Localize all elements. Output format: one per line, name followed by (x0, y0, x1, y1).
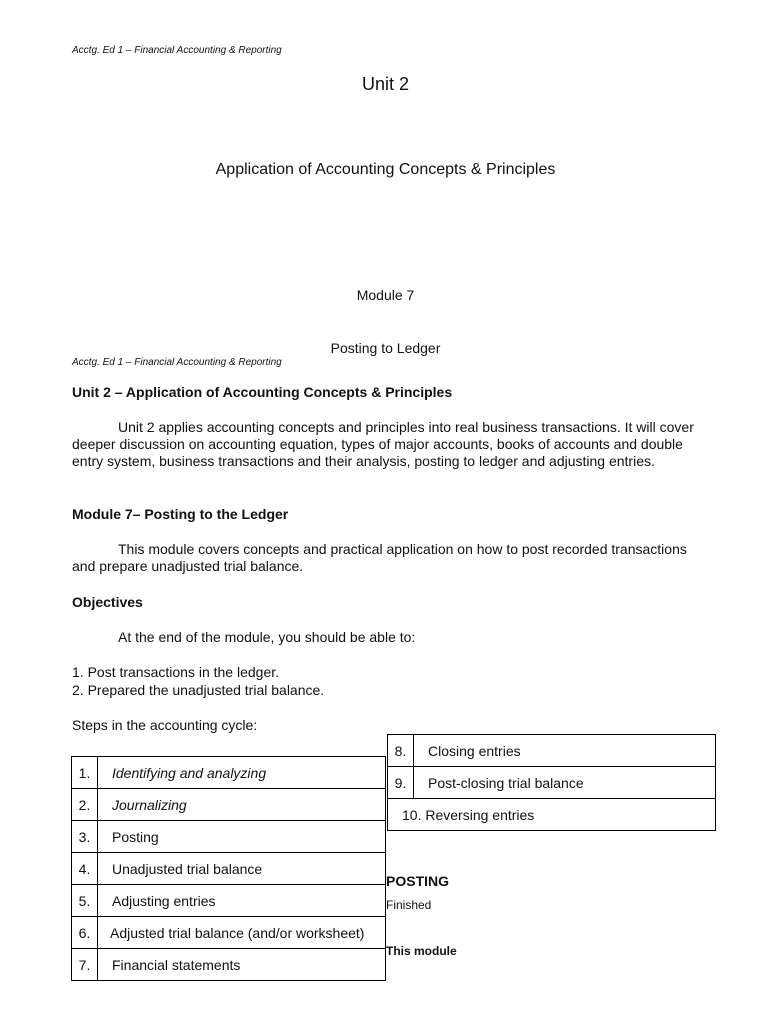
steps-table-left (71, 756, 386, 981)
step-label: Post-closing trial balance (414, 767, 716, 799)
objectives-intro: At the end of the module, you should be able to: (118, 629, 416, 645)
page-header-2: Acctg. Ed 1 – Financial Accounting & Reporting (72, 357, 282, 368)
module-heading: Module 7– Posting to the Ledger (72, 506, 289, 522)
unit-title: Unit 2 (361, 74, 410, 94)
step-label: Unadjusted trial balance (98, 853, 386, 885)
step-number: 3. (72, 821, 98, 853)
step-label-text: Reversing entries (425, 806, 535, 823)
unit-heading: Unit 2 – Application of Accounting Concepts & Principles (72, 384, 453, 400)
objective-item: 2. Prepared the unadjusted trial balance. (72, 682, 325, 698)
table-row (72, 757, 386, 789)
step-label: Identifying and analyzing (98, 757, 386, 789)
step-label: Adjusted trial balance (and/or worksheet) (98, 917, 386, 949)
unit-paragraph: Unit 2 applies accounting concepts and principles into real business transactions. It will cover deeper discussion on accounting equation, types of major accounts, books of accounts and double entry system, business transactions and their analysis, posting to ledger and adjusting entries. (72, 419, 694, 469)
step-number: 6. (72, 917, 98, 949)
step-label: Closing entries (414, 735, 716, 767)
module-paragraph: This module covers concepts and practical application on how to post recorded transactions and prepare unadjusted trial balance. (72, 541, 687, 574)
step-number: 5. (72, 885, 98, 917)
steps-label: Steps in the accounting cycle: (72, 717, 258, 733)
table-row (72, 949, 386, 981)
step-label (388, 799, 716, 831)
table-row (72, 789, 386, 821)
steps-table-right (387, 734, 716, 831)
table-row (388, 799, 716, 831)
posting-text: Finished (386, 898, 432, 912)
step-label: Adjusting entries (98, 885, 386, 917)
table-row (72, 821, 386, 853)
table-row (72, 853, 386, 885)
objective-item: 1. Post transactions in the ledger. (72, 664, 280, 680)
step-label: Financial statements (98, 949, 386, 981)
unit-subtitle: Application of Accounting Concepts & Principles (215, 161, 556, 178)
step-number: 8. (388, 735, 414, 767)
step-number: 1. (72, 757, 98, 789)
step-number: 4. (72, 853, 98, 885)
step-number: 2. (72, 789, 98, 821)
table-row (72, 885, 386, 917)
step-number: 10. (402, 806, 422, 823)
step-label: Posting (98, 821, 386, 853)
table-row (388, 767, 716, 799)
table-row (388, 735, 716, 767)
table-row (72, 917, 386, 949)
step-label: Journalizing (98, 789, 386, 821)
step-number: 9. (388, 767, 414, 799)
step-number: 7. (72, 949, 98, 981)
module-label: Module 7 (356, 287, 415, 303)
page-header: Acctg. Ed 1 – Financial Accounting & Reporting (72, 45, 282, 56)
objectives-heading: Objectives (72, 594, 143, 610)
this-module-text: This module (386, 944, 457, 958)
module-name: Posting to Ledger (330, 340, 441, 356)
posting-heading: POSTING (386, 873, 450, 889)
